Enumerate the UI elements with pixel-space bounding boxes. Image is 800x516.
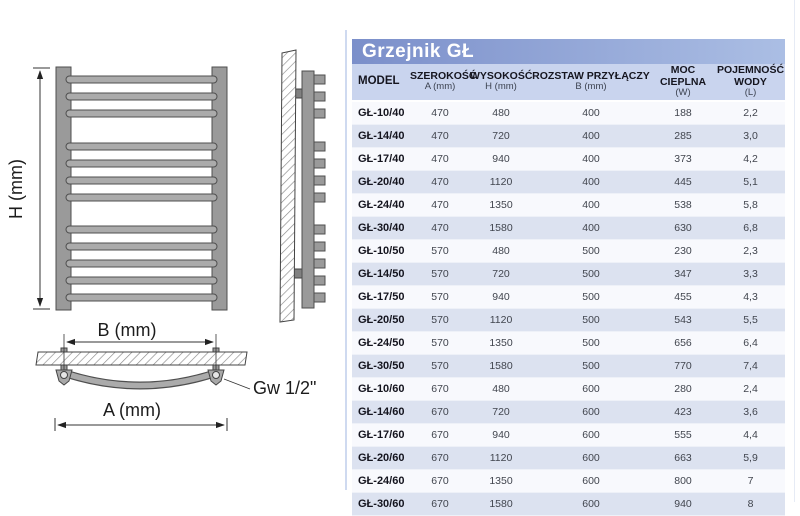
table-row (352, 170, 785, 193)
panel-right-rule (794, 0, 795, 502)
value-cell: 663 (650, 446, 716, 469)
value-cell: 1350 (470, 193, 532, 216)
model-cell: GŁ-10/40 (352, 101, 410, 125)
value-cell: 5,5 (716, 308, 785, 331)
header-row (352, 64, 785, 101)
value-cell: 720 (470, 124, 532, 147)
col-spacing-label: ROZSTAW PRZYŁĄCZY (532, 69, 650, 82)
value-cell: 570 (410, 331, 470, 354)
value-cell: 800 (650, 469, 716, 492)
value-cell: 940 (650, 492, 716, 515)
value-cell: 480 (470, 101, 532, 125)
value-cell: 940 (470, 423, 532, 446)
table-row (352, 331, 785, 354)
value-cell: 770 (650, 354, 716, 377)
table-row (352, 285, 785, 308)
value-cell: 2,4 (716, 377, 785, 400)
value-cell: 670 (410, 492, 470, 515)
value-cell: 445 (650, 170, 716, 193)
value-cell: 470 (410, 124, 470, 147)
value-cell: 480 (470, 239, 532, 262)
left-fitting (56, 370, 72, 385)
value-cell: 470 (410, 170, 470, 193)
value-cell: 656 (650, 331, 716, 354)
value-cell: 670 (410, 423, 470, 446)
wall-section (280, 50, 296, 322)
value-cell: 5,1 (716, 170, 785, 193)
value-cell: 470 (410, 216, 470, 239)
model-cell: GŁ-17/50 (352, 285, 410, 308)
table-row (352, 354, 785, 377)
thread-leader-line (224, 379, 250, 389)
value-cell: 7,4 (716, 354, 785, 377)
model-cell: GŁ-24/40 (352, 193, 410, 216)
value-cell: 1350 (470, 331, 532, 354)
rungs (66, 76, 217, 301)
value-cell: 4,3 (716, 285, 785, 308)
model-cell: GŁ-30/50 (352, 354, 410, 377)
front-view (6, 67, 227, 310)
model-cell: GŁ-14/60 (352, 400, 410, 423)
table-row (352, 469, 785, 492)
value-cell: 600 (532, 377, 650, 400)
value-cell: 7 (716, 469, 785, 492)
model-cell: GŁ-20/50 (352, 308, 410, 331)
table-row (352, 216, 785, 239)
table-row (352, 308, 785, 331)
col-height-sub: H (mm) (485, 81, 517, 93)
col-width-sub: A (mm) (424, 81, 456, 93)
value-cell: 4,4 (716, 423, 785, 446)
value-cell: 2,3 (716, 239, 785, 262)
value-cell: 5,9 (716, 446, 785, 469)
value-cell: 400 (532, 216, 650, 239)
value-cell: 423 (650, 400, 716, 423)
col-power-sub: (W) (675, 87, 691, 99)
value-cell: 538 (650, 193, 716, 216)
panel-left-rule (345, 30, 347, 490)
col-width (410, 64, 477, 101)
model-cell: GŁ-30/40 (352, 216, 410, 239)
value-cell: 570 (410, 262, 470, 285)
h-dimension-label: H (mm) (6, 159, 26, 219)
col-spacing-sub: B (mm) (575, 81, 607, 93)
right-rail (212, 67, 227, 310)
left-rail (56, 67, 71, 310)
value-cell: 1120 (470, 170, 532, 193)
col-height-label: WYSOKOŚĆ (470, 69, 533, 82)
value-cell: 600 (532, 400, 650, 423)
value-cell: 600 (532, 423, 650, 446)
value-cell: 500 (532, 285, 650, 308)
value-cell: 1580 (470, 354, 532, 377)
col-height (470, 64, 532, 101)
model-cell: GŁ-24/50 (352, 331, 410, 354)
table-row (352, 147, 785, 170)
table-row (352, 124, 785, 147)
value-cell: 400 (532, 193, 650, 216)
value-cell: 470 (410, 147, 470, 170)
value-cell: 470 (410, 101, 470, 125)
value-cell: 1350 (470, 469, 532, 492)
value-cell: 720 (470, 262, 532, 285)
value-cell: 280 (650, 377, 716, 400)
bottom-view (36, 320, 316, 431)
col-power-label: MOC CIEPLNA (659, 64, 707, 88)
value-cell: 6,8 (716, 216, 785, 239)
value-cell: 543 (650, 308, 716, 331)
b-dimension-label: B (mm) (97, 320, 157, 340)
table-row (352, 239, 785, 262)
value-cell: 3,0 (716, 124, 785, 147)
thread-label: Gw 1/2" (253, 378, 317, 398)
col-model (352, 64, 410, 101)
value-cell: 940 (470, 147, 532, 170)
col-capacity-sub: (L) (744, 87, 757, 99)
value-cell: 600 (532, 492, 650, 515)
value-cell: 600 (532, 446, 650, 469)
value-cell: 1580 (470, 216, 532, 239)
value-cell: 670 (410, 400, 470, 423)
value-cell: 670 (410, 446, 470, 469)
value-cell: 670 (410, 377, 470, 400)
col-model-label: MODEL (358, 75, 400, 88)
value-cell: 470 (410, 193, 470, 216)
model-cell: GŁ-14/50 (352, 262, 410, 285)
model-cell: GŁ-20/40 (352, 170, 410, 193)
value-cell: 500 (532, 239, 650, 262)
value-cell: 8 (716, 492, 785, 515)
table-header (352, 64, 785, 101)
table-row (352, 492, 785, 515)
model-cell: GŁ-17/60 (352, 423, 410, 446)
value-cell: 480 (470, 377, 532, 400)
value-cell: 1120 (470, 446, 532, 469)
value-cell: 500 (532, 354, 650, 377)
value-cell: 670 (410, 469, 470, 492)
value-cell: 400 (532, 170, 650, 193)
curved-tube (64, 373, 216, 386)
value-cell: 500 (532, 331, 650, 354)
value-cell: 455 (650, 285, 716, 308)
value-cell: 555 (650, 423, 716, 446)
table-row (352, 101, 785, 125)
value-cell: 630 (650, 216, 716, 239)
value-cell: 2,2 (716, 101, 785, 125)
table-row (352, 400, 785, 423)
value-cell: 400 (532, 101, 650, 125)
value-cell: 3,6 (716, 400, 785, 423)
table-row (352, 446, 785, 469)
side-view (280, 50, 325, 322)
col-power (650, 64, 716, 101)
value-cell: 1580 (470, 492, 532, 515)
panel-title: Grzejnik GŁ (352, 39, 785, 64)
technical-drawing (0, 0, 345, 502)
spec-table (352, 64, 785, 516)
col-capacity (716, 64, 785, 101)
wall-plan-section (36, 352, 247, 365)
value-cell: 940 (470, 285, 532, 308)
table-row (352, 262, 785, 285)
value-cell: 570 (410, 354, 470, 377)
col-spacing (532, 64, 650, 101)
value-cell: 600 (532, 469, 650, 492)
model-cell: GŁ-24/60 (352, 469, 410, 492)
value-cell: 570 (410, 308, 470, 331)
value-cell: 500 (532, 262, 650, 285)
table-row (352, 377, 785, 400)
value-cell: 285 (650, 124, 716, 147)
value-cell: 5,8 (716, 193, 785, 216)
value-cell: 570 (410, 285, 470, 308)
model-cell: GŁ-10/50 (352, 239, 410, 262)
value-cell: 230 (650, 239, 716, 262)
value-cell: 400 (532, 124, 650, 147)
value-cell: 3,3 (716, 262, 785, 285)
value-cell: 400 (532, 147, 650, 170)
value-cell: 188 (650, 101, 716, 125)
model-cell: GŁ-17/40 (352, 147, 410, 170)
value-cell: 720 (470, 400, 532, 423)
table-row (352, 423, 785, 446)
value-cell: 570 (410, 239, 470, 262)
right-fitting (208, 370, 224, 385)
model-cell: GŁ-30/60 (352, 492, 410, 515)
model-cell: GŁ-20/60 (352, 446, 410, 469)
model-cell: GŁ-10/60 (352, 377, 410, 400)
model-cell: GŁ-14/40 (352, 124, 410, 147)
a-dimension-label: A (mm) (103, 400, 161, 420)
col-capacity-label: POJEMNOŚĆ WODY (716, 64, 785, 88)
value-cell: 500 (532, 308, 650, 331)
rung-stubs (314, 75, 325, 302)
value-cell: 1120 (470, 308, 532, 331)
table-row (352, 193, 785, 216)
value-cell: 373 (650, 147, 716, 170)
col-width-label: SZEROKOŚĆ (410, 69, 477, 82)
value-cell: 4,2 (716, 147, 785, 170)
value-cell: 347 (650, 262, 716, 285)
value-cell: 6,4 (716, 331, 785, 354)
radiator-profile (302, 71, 314, 308)
